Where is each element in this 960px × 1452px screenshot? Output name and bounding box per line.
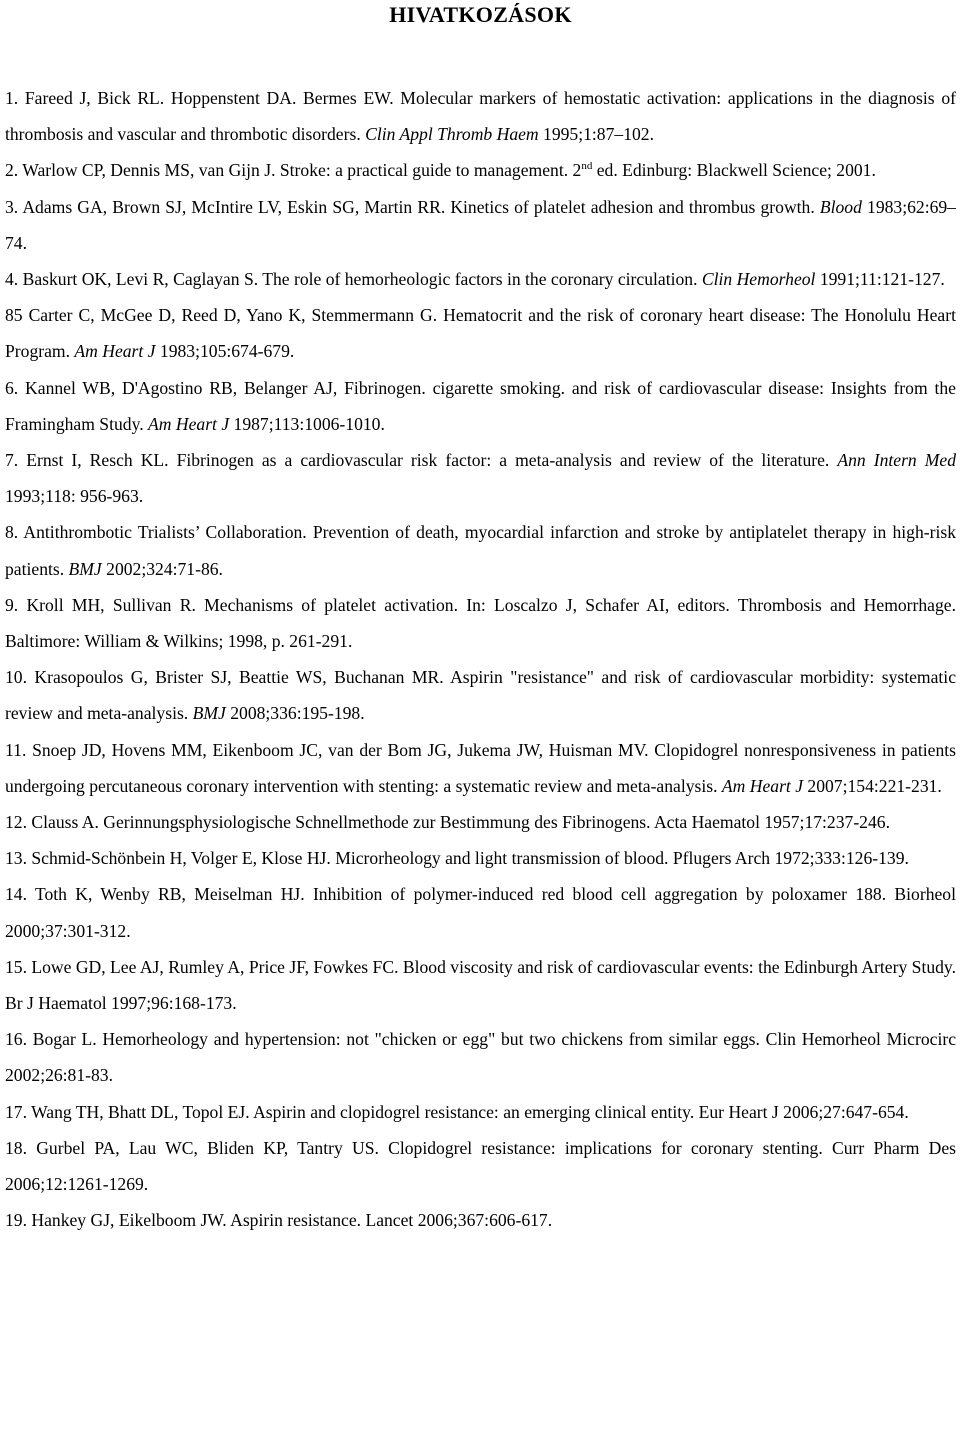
reference-citation: 1987;113:1006-1010. bbox=[229, 413, 385, 434]
reference-item bbox=[5, 659, 956, 731]
reference-text: 13. Schmid-Schönbein H, Volger E, Klose HJ. Microrheology and light transmission of blood. Pflugers Arch 1972;333:126-139. bbox=[5, 848, 909, 869]
reference-citation: 2002;324:71-86. bbox=[101, 558, 223, 579]
reference-text: 1. Fareed J, Bick RL. Hoppenstent DA. Bermes EW. Molecular markers of hemostatic activation: applications in the diagnosis of thrombosis and vascular and thrombotic disorders. bbox=[5, 88, 956, 145]
reference-item bbox=[5, 514, 956, 586]
reference-text: 17. Wang TH, Bhatt DL, Topol EJ. Aspirin and clopidogrel resistance: an emerging clinical entity. Eur Heart J 2006;27:647-654. bbox=[5, 1101, 909, 1122]
reference-text: 11. Snoep JD, Hovens MM, Eikenboom JC, van der Bom JG, Jukema JW, Huisman MV. Clopidogrel nonresponsiveness in patients undergoing percutaneous coronary intervention with stenting: a systematic review and meta-analysis. bbox=[5, 739, 956, 796]
reference-journal: Am Heart J bbox=[148, 413, 230, 434]
reference-journal: Am Heart J bbox=[74, 341, 156, 362]
reference-text: 2. Warlow CP, Dennis MS, van Gijn J. Stroke: a practical guide to management. 2 bbox=[5, 160, 582, 181]
reference-journal: Blood bbox=[819, 196, 862, 217]
reference-text: 85 Carter C, McGee D, Reed D, Yano K, Stemmermann G. Hematocrit and the risk of coronary heart disease: The Honolulu Heart Program. bbox=[5, 305, 956, 362]
reference-item bbox=[5, 876, 956, 948]
reference-item bbox=[5, 840, 956, 876]
reference-citation: 1993;118: 956-963. bbox=[5, 486, 144, 507]
reference-journal: Clin Appl Thromb Haem bbox=[365, 124, 539, 145]
reference-citation: 1983;105:674-679. bbox=[155, 341, 295, 362]
reference-text: 16. Bogar L. Hemorheology and hypertension: not "chicken or egg" but two chickens from similar eggs. Clin Hemorheol Microcirc 2002;26:81-83. bbox=[5, 1029, 956, 1086]
reference-item bbox=[5, 152, 956, 188]
reference-text: 10. Krasopoulos G, Brister SJ, Beattie WS, Buchanan MR. Aspirin "resistance" and risk of cardiovascular morbidity: systematic review and meta-analysis. bbox=[5, 667, 956, 724]
reference-item bbox=[5, 1202, 956, 1238]
reference-text: 6. Kannel WB, D'Agostino RB, Belanger AJ, Fibrinogen. cigarette smoking. and risk of cardiovascular disease: Insights from the Framingham Study. bbox=[5, 377, 956, 434]
reference-text: 7. Ernst I, Resch KL. Fibrinogen as a cardiovascular risk factor: a meta-analysis and review of the literature. bbox=[5, 450, 838, 471]
reference-text: 18. Gurbel PA, Lau WC, Bliden KP, Tantry US. Clopidogrel resistance: implications for coronary stenting. Curr Pharm Des 2006;12:1261-1269. bbox=[5, 1137, 956, 1195]
reference-item bbox=[5, 261, 956, 297]
reference-item bbox=[5, 1021, 956, 1093]
reference-text: 15. Lowe GD, Lee AJ, Rumley A, Price JF, Fowkes FC. Blood viscosity and risk of cardiovascular events: the Edinburgh Artery Study. Br J Haematol 1997;96:168-173. bbox=[5, 956, 956, 1014]
reference-citation: 1991;11:121-127. bbox=[815, 269, 945, 290]
reference-journal: BMJ bbox=[68, 558, 102, 579]
reference-text: 9. Kroll MH, Sullivan R. Mechanisms of platelet activation. In: Loscalzo J, Schafer AI, editors. Thrombosis and Hemorrhage. Baltimore: William & Wilkins; 1998, p. 261-291. bbox=[5, 594, 956, 652]
reference-item bbox=[5, 1094, 956, 1130]
reference-item bbox=[5, 370, 956, 442]
reference-item bbox=[5, 1130, 956, 1202]
reference-item bbox=[5, 80, 956, 152]
reference-text: 8. Antithrombotic Trialists’ Collaboration. Prevention of death, myocardial infarction and stroke by antiplatelet therapy in high-risk patients. bbox=[5, 522, 956, 579]
page-title: HIVATKOZÁSOK bbox=[389, 2, 572, 27]
reference-item bbox=[5, 189, 956, 261]
reference-journal: Am Heart J bbox=[721, 775, 804, 796]
reference-citation: 1995;1:87–102. bbox=[538, 124, 654, 145]
reference-list bbox=[5, 80, 956, 1239]
reference-journal: Ann Intern Med bbox=[837, 450, 956, 471]
reference-text: 12. Clauss A. Gerinnungsphysiologische Schnellmethode zur Bestimmung des Fibrinogens. Acta Haematol 1957;17:237-246. bbox=[5, 812, 890, 833]
reference-journal: Clin Hemorheol bbox=[701, 269, 816, 290]
reference-citation: 2008;336:195-198. bbox=[225, 703, 365, 724]
reference-item bbox=[5, 297, 956, 369]
reference-text: 3. Adams GA, Brown SJ, McIntire LV, Eskin SG, Martin RR. Kinetics of platelet adhesion and thrombus growth. bbox=[5, 196, 820, 217]
reference-text: 19. Hankey GJ, Eikelboom JW. Aspirin resistance. Lancet 2006;367:606-617. bbox=[5, 1210, 553, 1231]
reference-citation: 1983;62:69–74. bbox=[5, 196, 956, 253]
reference-item bbox=[5, 804, 956, 840]
reference-superscript: nd bbox=[581, 160, 593, 173]
reference-item bbox=[5, 442, 956, 514]
reference-item bbox=[5, 587, 956, 659]
reference-text: 4. Baskurt OK, Levi R, Caglayan S. The role of hemorheologic factors in the coronary circulation. bbox=[5, 269, 702, 290]
reference-text: 14. Toth K, Wenby RB, Meiselman HJ. Inhibition of polymer-induced red blood cell aggregation by poloxamer 188. Biorheol 2000;37:301-312. bbox=[5, 884, 956, 941]
reference-item bbox=[5, 949, 956, 1021]
reference-journal: BMJ bbox=[192, 703, 226, 724]
reference-citation: 2007;154:221-231. bbox=[803, 775, 942, 796]
reference-citation: ed. Edinburg: Blackwell Science; 2001. bbox=[592, 160, 876, 181]
reference-item bbox=[5, 732, 956, 804]
